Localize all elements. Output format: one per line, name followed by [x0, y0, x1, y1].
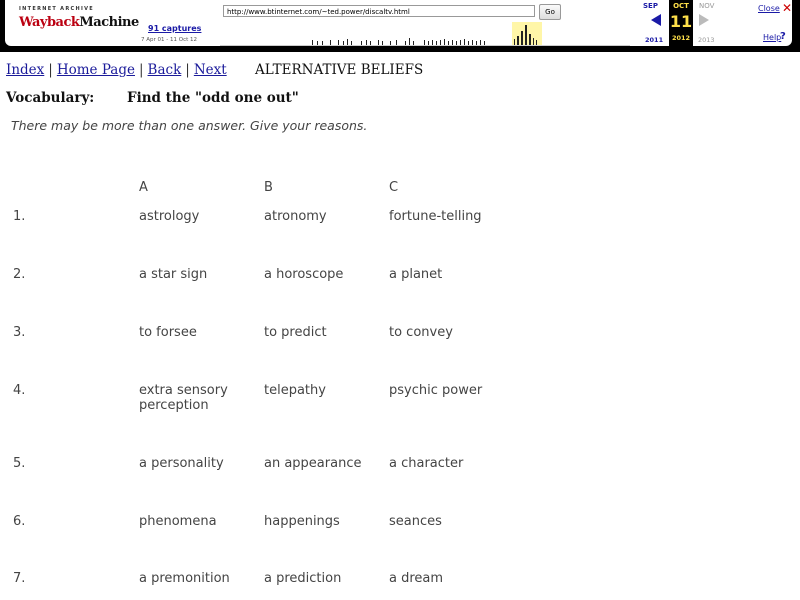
row-number: 4.: [13, 383, 26, 398]
option-c: a character: [389, 456, 464, 471]
next-capture-arrow-icon: [699, 14, 709, 26]
option-a: phenomena: [139, 514, 217, 529]
nav-separator: |: [138, 62, 144, 78]
column-header-a: A: [139, 180, 148, 195]
wayback-logo-right: Machine: [79, 15, 139, 30]
option-b: a prediction: [264, 571, 342, 586]
row-number: 1.: [13, 209, 26, 224]
nav-next-link[interactable]: Next: [193, 62, 227, 78]
option-c: to convey: [389, 325, 453, 340]
help-link[interactable]: Help: [763, 33, 782, 42]
wayback-logo-left: Wayback: [19, 15, 80, 30]
current-date-box: [669, 0, 693, 46]
captures-link[interactable]: 91 captures: [148, 24, 202, 33]
wayback-logo[interactable]: [19, 15, 139, 30]
prev-year-link[interactable]: 2011: [645, 36, 664, 44]
current-month: OCT: [673, 2, 689, 10]
row-number: 6.: [13, 514, 26, 529]
row-number: 3.: [13, 325, 26, 340]
page-nav: [6, 62, 227, 78]
nav-separator: |: [48, 62, 53, 78]
go-button[interactable]: Go: [539, 4, 561, 20]
current-year: 2012: [671, 34, 691, 42]
next-month-label: NOV: [699, 2, 715, 10]
option-b: a horoscope: [264, 267, 344, 282]
option-b: happenings: [264, 514, 340, 529]
close-icon[interactable]: ✕: [782, 1, 793, 15]
row-number: 2.: [13, 267, 26, 282]
url-input[interactable]: http://www.btinternet.com/~ted.power/discaltv.html: [223, 5, 535, 17]
sparkline-bars: [312, 38, 485, 45]
option-c: a planet: [389, 267, 443, 282]
option-c: psychic power: [389, 383, 483, 398]
option-b: telepathy: [264, 383, 326, 398]
row-number: 7.: [13, 571, 26, 586]
wayback-toolbar-panel: [5, 0, 792, 46]
nav-separator: |: [185, 62, 190, 78]
option-a: to forsee: [139, 325, 197, 340]
option-a: extra sensory perception: [139, 383, 228, 413]
option-b: atronomy: [264, 209, 327, 224]
nav-index-link[interactable]: Index: [6, 62, 45, 78]
option-c: seances: [389, 514, 442, 529]
option-b: an appearance: [264, 456, 362, 471]
capture-sparkline[interactable]: [220, 22, 630, 46]
nav-back-link[interactable]: Back: [147, 62, 182, 78]
option-a: a premonition: [139, 571, 230, 586]
option-c: fortune-telling: [389, 209, 482, 224]
exercise-instruction: Find the "odd one out": [127, 90, 299, 106]
internet-archive-label: INTERNET ARCHIVE: [19, 6, 94, 12]
vocabulary-label: Vocabulary:: [6, 90, 95, 106]
column-header-b: B: [264, 180, 273, 195]
nav-home-link[interactable]: Home Page: [56, 62, 135, 78]
exercise-note: There may be more than one answer. Give your reasons.: [11, 118, 368, 133]
wayback-toolbar: [0, 0, 800, 52]
current-day: 11: [669, 12, 693, 31]
next-year-label: 2013: [698, 36, 715, 44]
help-icon[interactable]: ?: [780, 31, 786, 42]
column-header-c: C: [389, 180, 399, 195]
option-a: a star sign: [139, 267, 208, 282]
option-a: astrology: [139, 209, 200, 224]
option-a: a personality: [139, 456, 224, 471]
option-b: to predict: [264, 325, 327, 340]
page-title: ALTERNATIVE BELIEFS: [255, 62, 424, 78]
option-c: a dream: [389, 571, 444, 586]
row-number: 5.: [13, 456, 26, 471]
capture-range: 7 Apr 01 - 11 Oct 12: [141, 37, 197, 43]
prev-capture-arrow-icon[interactable]: [651, 14, 661, 26]
close-link[interactable]: Close: [758, 4, 780, 13]
prev-month-link[interactable]: SEP: [643, 2, 658, 10]
